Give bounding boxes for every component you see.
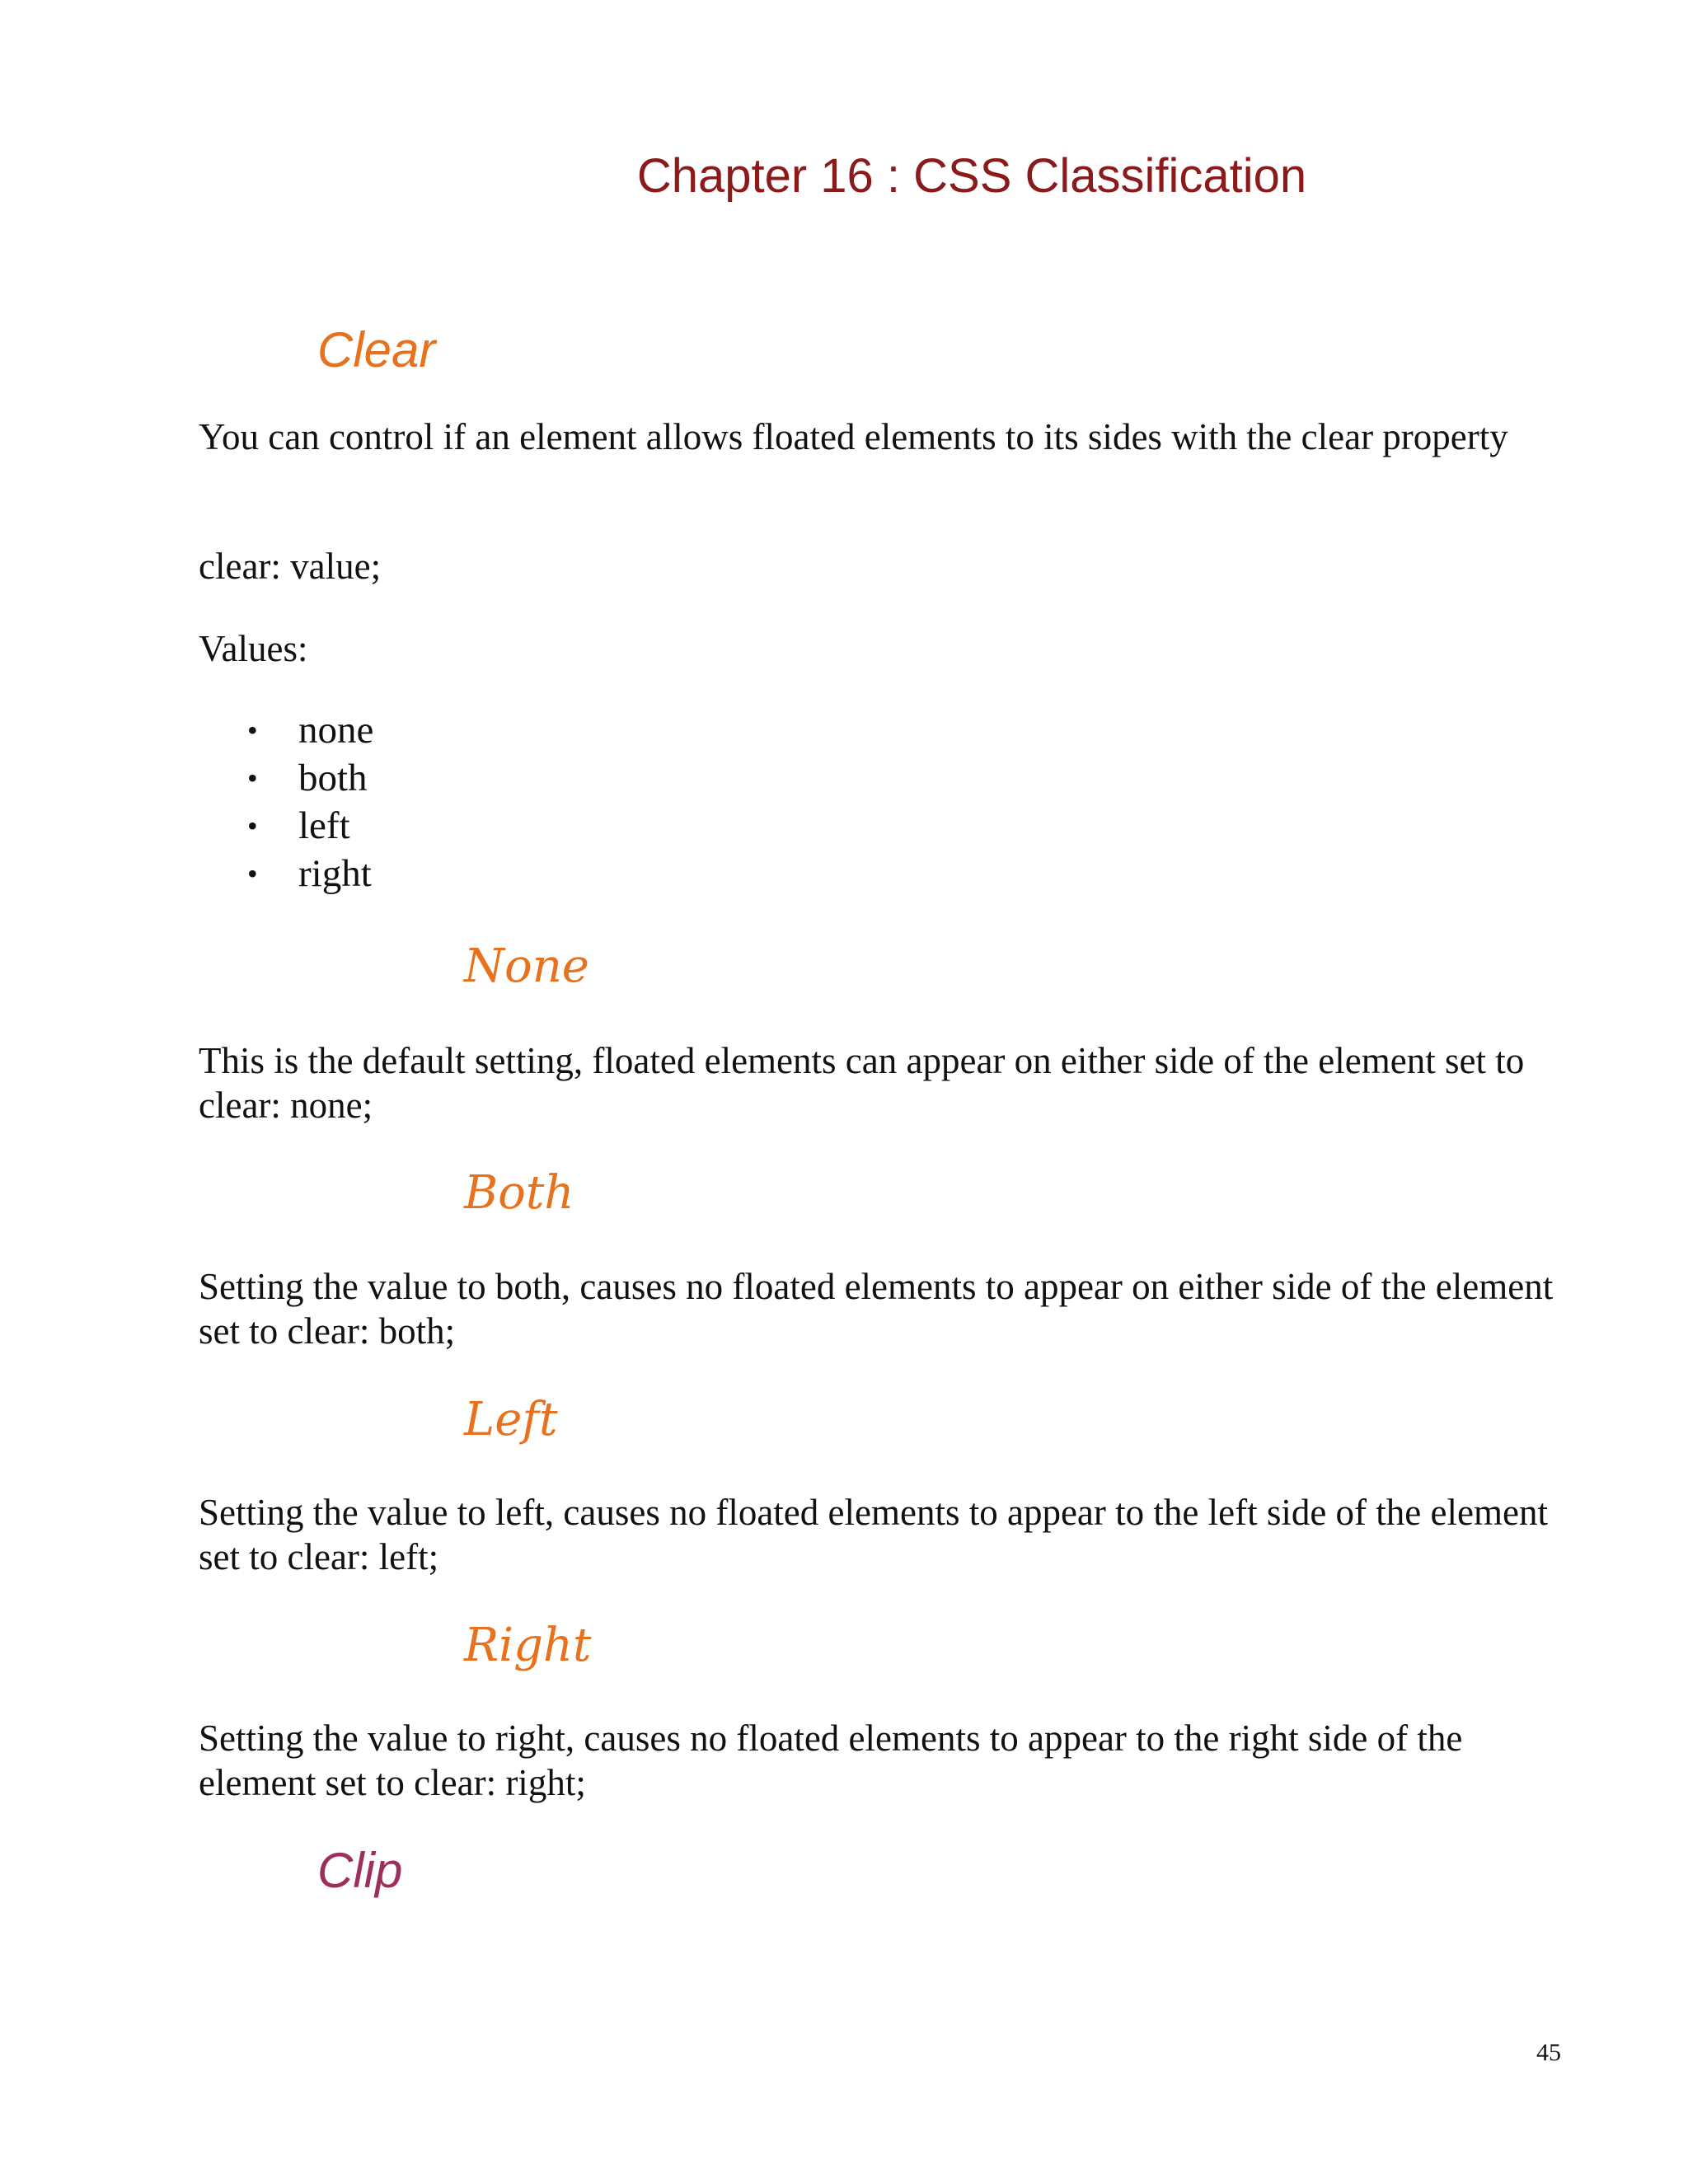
section-heading-clip: Clip — [317, 1843, 403, 1898]
list-item: • both — [247, 754, 373, 802]
values-list — [247, 706, 373, 898]
bullet-icon: • — [247, 809, 258, 842]
subsection-heading-left: Left — [464, 1393, 558, 1446]
bullet-icon: • — [247, 857, 258, 890]
list-item: • right — [247, 850, 373, 898]
bullet-icon: • — [247, 714, 258, 747]
chapter-title: Chapter 16 : CSS Classification — [636, 149, 1307, 203]
subsection-text-right: Setting the value to right, causes no floated elements to appear to the right side of the element set to clear: right; — [199, 1718, 1463, 1803]
intro-paragraph: You can control if an element allows floated elements to its sides with the clear property — [199, 416, 1508, 457]
list-item: • left — [247, 802, 373, 850]
section-heading-clear: Clear — [317, 322, 436, 377]
list-item: • none — [247, 706, 373, 754]
bullet-icon: • — [247, 762, 258, 794]
subsection-text-left: Setting the value to left, causes no floated elements to appear to the left side of the element set to clear: left; — [199, 1492, 1548, 1577]
page-number: 45 — [1536, 2039, 1561, 2066]
subsection-text-both: Setting the value to both, causes no floated elements to appear on either side of the element set to clear: both; — [199, 1266, 1554, 1352]
values-label: Values: — [199, 628, 308, 669]
subsection-heading-right: Right — [464, 1619, 592, 1672]
subsection-heading-none: None — [464, 940, 589, 993]
subsection-heading-both: Both — [464, 1166, 574, 1220]
subsection-text-none: This is the default setting, floated elements can appear on either side of the element set to clear: none; — [199, 1040, 1525, 1126]
syntax-line: clear: value; — [199, 546, 382, 587]
